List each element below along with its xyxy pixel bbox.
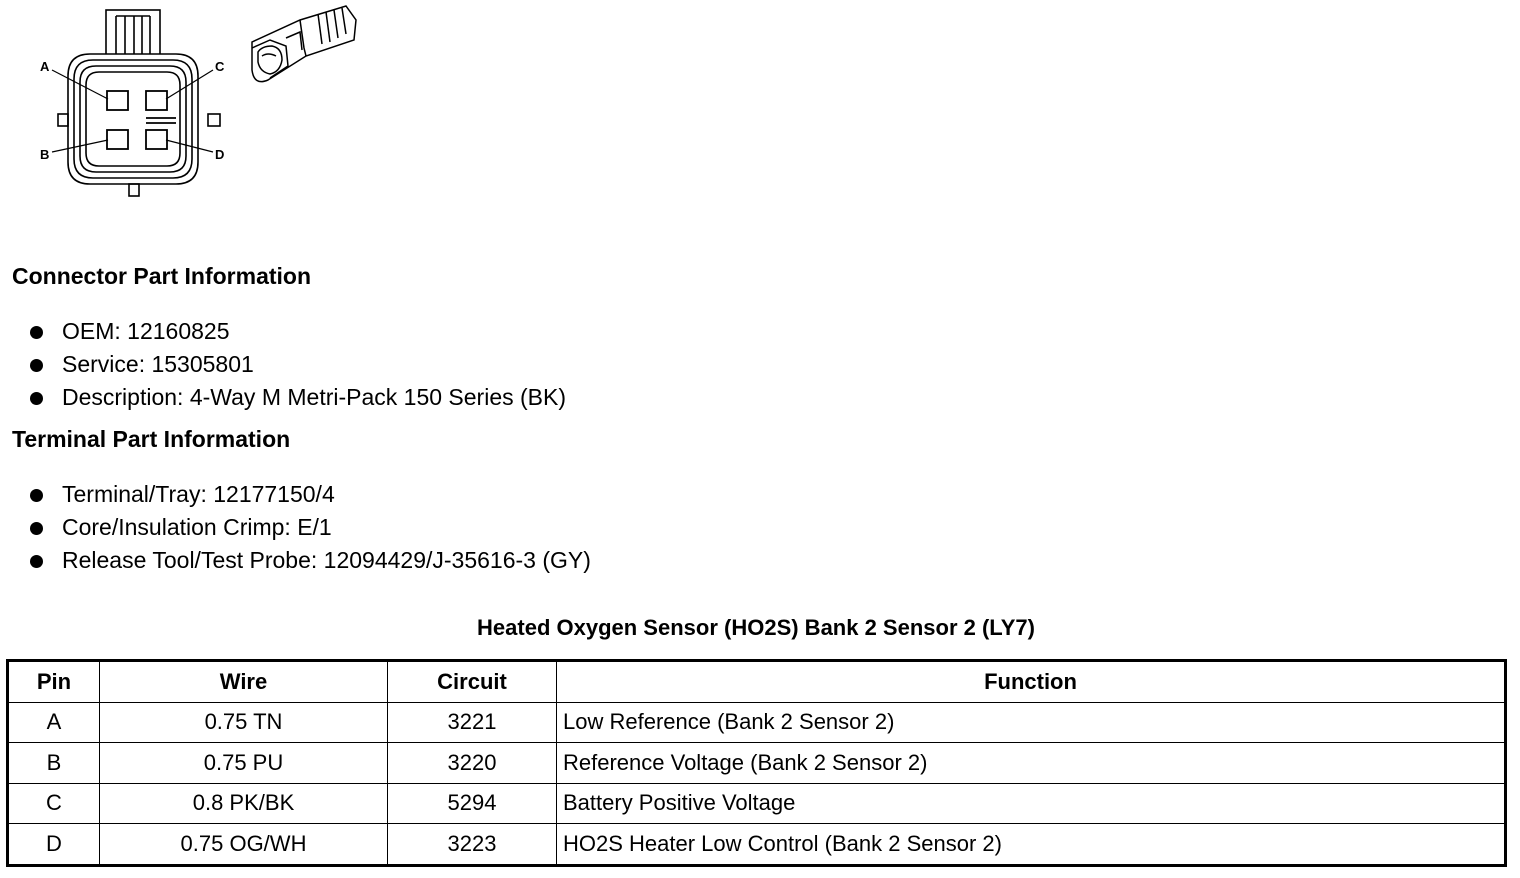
cell-wire: 0.75 OG/WH (100, 824, 388, 866)
cell-function: Low Reference (Bank 2 Sensor 2) (557, 702, 1506, 743)
table-row (8, 743, 1506, 784)
bullet-icon (30, 392, 43, 405)
terminal-info-title: Terminal Part Information (12, 426, 291, 452)
list-item: Description: 4-Way M Metri-Pack 150 Series (BK) (30, 381, 566, 414)
cell-wire: 0.75 TN (100, 702, 388, 743)
cell-circuit: 5294 (388, 783, 557, 824)
pin-label-d: D (215, 147, 225, 162)
bullet-icon (30, 326, 43, 339)
table-row (8, 702, 1506, 743)
cell-pin: B (8, 743, 100, 784)
cell-pin: A (8, 702, 100, 743)
connector-isometric-view (252, 6, 356, 82)
pinout-table (6, 659, 1507, 867)
pin-label-b: B (40, 147, 50, 162)
table-row (8, 824, 1506, 866)
cell-circuit: 3221 (388, 702, 557, 743)
cell-pin: D (8, 824, 100, 866)
header-function: Function (557, 661, 1506, 703)
connector-diagram (0, 0, 380, 210)
header-wire: Wire (100, 661, 388, 703)
cell-circuit: 3220 (388, 743, 557, 784)
table-title: Heated Oxygen Sensor (HO2S) Bank 2 Sensor 2 (LY7) (477, 615, 1035, 640)
cell-wire: 0.75 PU (100, 743, 388, 784)
list-item: Terminal/Tray: 12177150/4 (30, 478, 591, 511)
list-item: Release Tool/Test Probe: 12094429/J-35616-3 (GY) (30, 544, 591, 577)
table-header-row (8, 661, 1506, 703)
pin-label-a: A (40, 59, 50, 74)
pin-label-c: C (215, 59, 225, 74)
connector-body (58, 54, 220, 196)
header-circuit: Circuit (388, 661, 557, 703)
header-pin: Pin (8, 661, 100, 703)
bullet-icon (30, 522, 43, 535)
cell-function: Battery Positive Voltage (557, 783, 1506, 824)
connector-info-title: Connector Part Information (12, 263, 312, 289)
cell-function: Reference Voltage (Bank 2 Sensor 2) (557, 743, 1506, 784)
cell-wire: 0.8 PK/BK (100, 783, 388, 824)
bullet-icon (30, 359, 43, 372)
cell-function: HO2S Heater Low Control (Bank 2 Sensor 2) (557, 824, 1506, 866)
cell-circuit: 3223 (388, 824, 557, 866)
bullet-icon (30, 489, 43, 502)
cell-pin: C (8, 783, 100, 824)
bullet-icon (30, 555, 43, 568)
table-row (8, 783, 1506, 824)
list-item: OEM: 12160825 (30, 315, 566, 348)
terminal-info-list (30, 478, 591, 577)
list-item: Service: 15305801 (30, 348, 566, 381)
connector-info-list (30, 315, 566, 414)
list-item: Core/Insulation Crimp: E/1 (30, 511, 591, 544)
